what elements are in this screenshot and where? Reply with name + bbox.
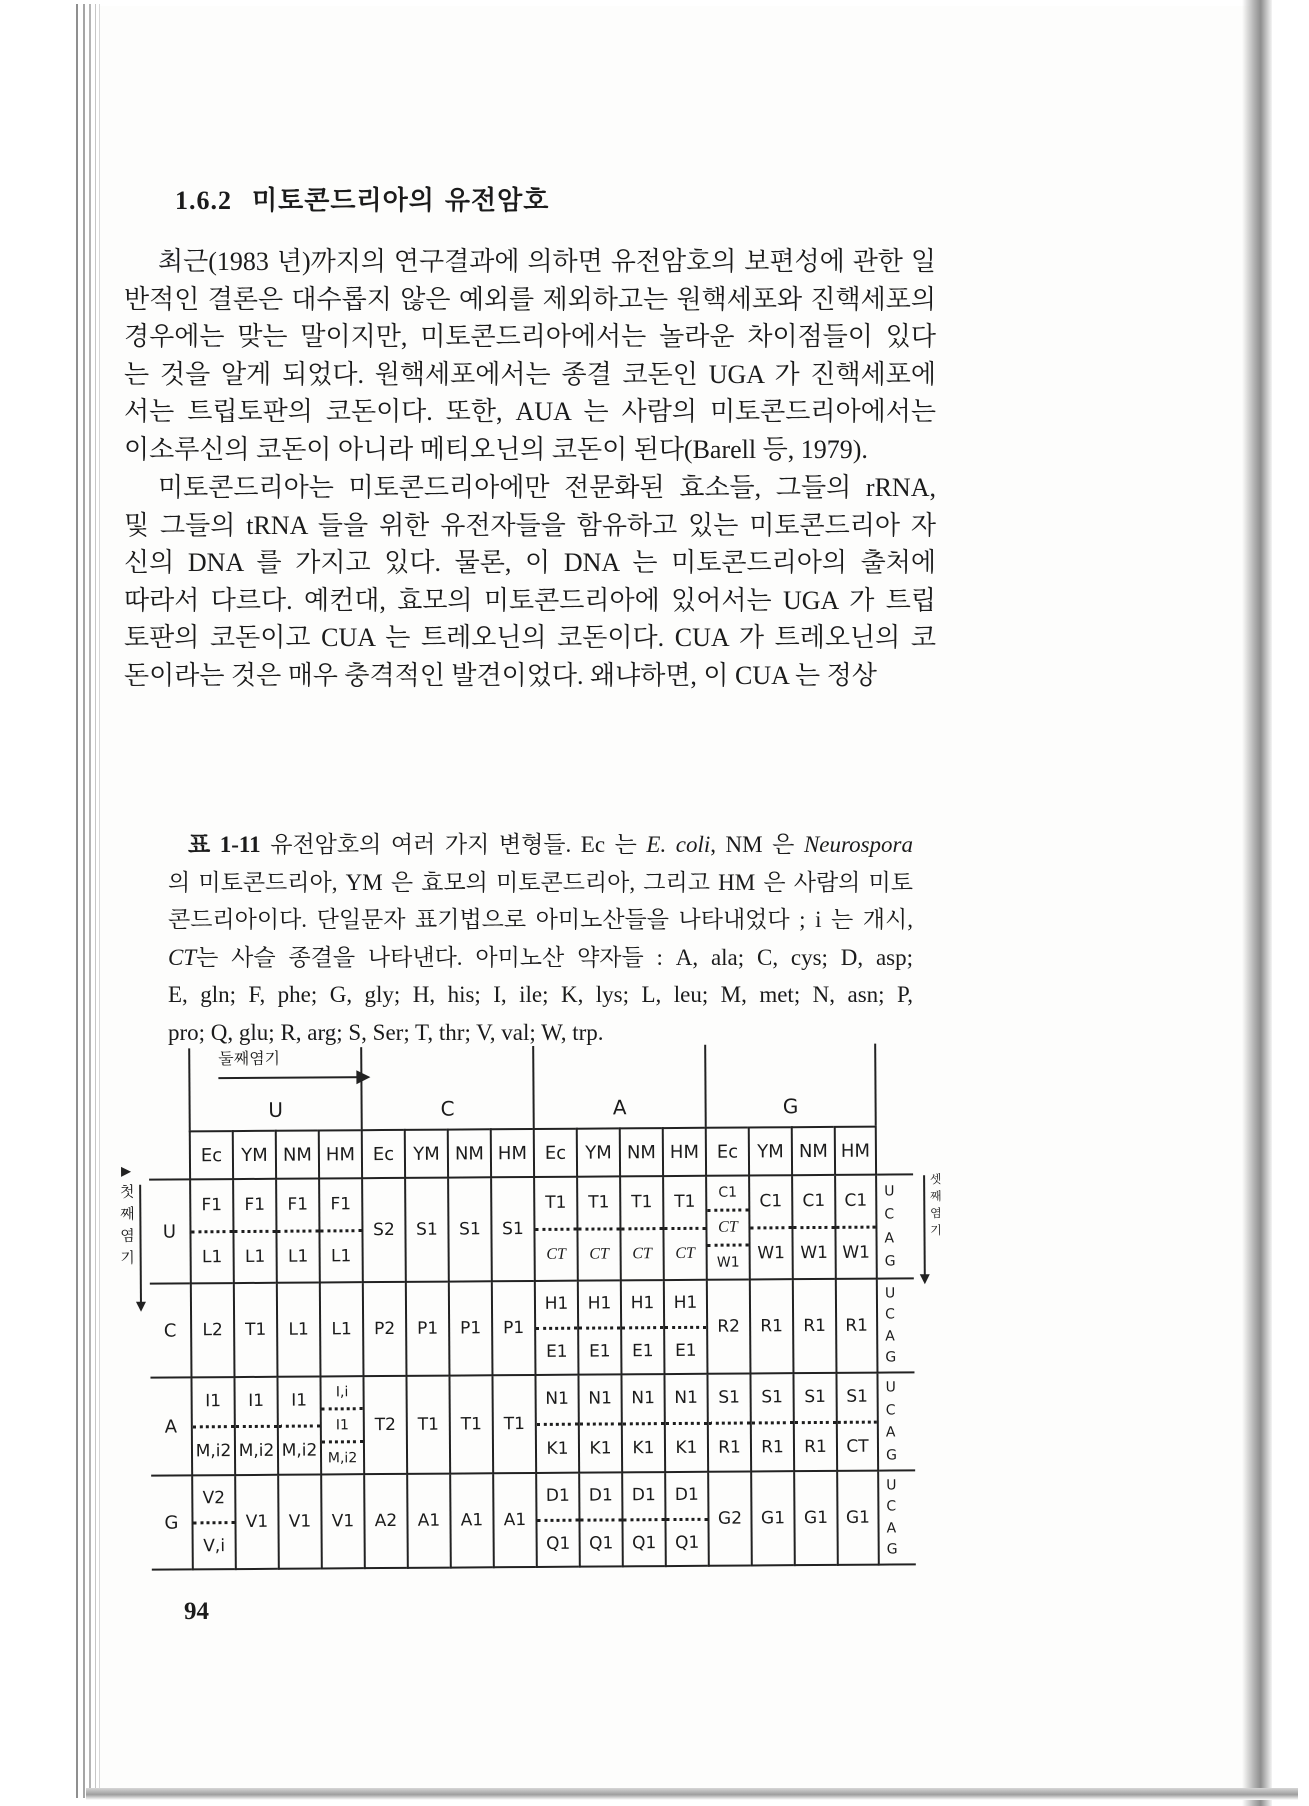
caption-line: 의 미토콘드리아, YM 은 효모의 미토콘드리아, 그리고 HM 은 사람의 미토 [168, 869, 913, 895]
codon-cell: T1 CT [533, 1178, 577, 1282]
down-arrow-icon [923, 1175, 926, 1275]
codon-cell: T1 [405, 1377, 449, 1475]
codon-cell: V2 V,i [191, 1476, 235, 1570]
third-base-cell: U C A G [878, 1279, 915, 1373]
book-page-edge [83, 4, 85, 1798]
codon-cell: N1 K1 [663, 1375, 707, 1473]
codon-cell: V1 [234, 1476, 278, 1570]
organism-header: NM [447, 1128, 490, 1178]
paragraph-line: 따라서 다르다. 예컨대, 효모의 미토콘드리아에 있어서는 UGA 가 트립 [124, 585, 936, 615]
third-base-cell: U C A G [878, 1373, 915, 1471]
codon-cell: R1 [792, 1280, 836, 1374]
table-row [150, 1279, 915, 1378]
codon-cell: N1 K1 [577, 1375, 621, 1473]
codon-cell: P1 [491, 1282, 535, 1376]
second-base-header: U [188, 1047, 361, 1130]
organism-header: YM [576, 1127, 619, 1177]
caption-line: E, gln; F, phe; G, gly; H, his; I, ile; K, lys; L, leu; M, met; N, asn; P, [168, 982, 913, 1007]
third-base-label: 셋 째 염 기 [929, 1172, 942, 1238]
table-row [149, 1175, 914, 1284]
codon-cell: L1 [276, 1283, 320, 1377]
codon-cell: H1 E1 [534, 1282, 578, 1376]
paragraph-line: 경우에는 맞는 말이지만, 미토콘드리아에서는 놀라운 차이점들이 있다 [124, 322, 936, 352]
caption-line: 표 1-11 유전암호의 여러 가지 변형들. Ec 는 E. coli, NM 은 Neurospora [188, 832, 914, 857]
organism-header: YM [404, 1129, 447, 1179]
page-bottom-shadow [86, 1788, 1298, 1800]
second-base-header: G [704, 1044, 877, 1127]
first-base-cell: C [150, 1284, 191, 1378]
organism-header: Ec [705, 1126, 748, 1176]
codon-cell: T1 CT [662, 1177, 706, 1281]
codon-cell: S1 R1 [706, 1374, 750, 1472]
book-page-edge [99, 4, 100, 1798]
third-base-axis-label [923, 1171, 943, 1275]
organism-header: HM [490, 1128, 533, 1178]
table-row [151, 1471, 916, 1570]
paragraph-line: 미토콘드리아는 미토콘드리아에만 전문화된 효소들, 그들의 rRNA, [158, 473, 936, 502]
codon-cell: T1 [233, 1284, 277, 1378]
page-right-shadow [1242, 0, 1272, 1806]
codon-cell: I1 M,i2 [190, 1378, 234, 1476]
second-base-label: 둘째염기 [218, 1048, 281, 1069]
paragraph-line: 토판의 코돈이고 CUA 는 트레오닌의 코돈이다. CUA 가 트레오닌의 코 [124, 623, 936, 653]
codon-cell: C1 W1 [834, 1176, 878, 1280]
codon-cell: P1 [448, 1282, 492, 1376]
table-row [150, 1373, 915, 1476]
codon-cell: F1 L1 [275, 1179, 319, 1283]
organism-header: HM [834, 1126, 877, 1176]
organism-header: YM [232, 1130, 275, 1180]
codon-cell: R2 [706, 1280, 750, 1374]
third-base-cell: U C A G [879, 1471, 916, 1565]
codon-cell: T2 [362, 1377, 406, 1475]
paragraph-line: 및 그들의 tRNA 들을 위한 유전자들을 함유하고 있는 미토콘드리아 자 [124, 510, 936, 540]
gutter [877, 1125, 913, 1175]
caption-line: 콘드리아이다. 단일문자 표기법으로 아미노산들을 나타내었다 ; i 는 개시, [168, 907, 913, 932]
paragraph-line: 반적인 결론은 대수롭지 않은 예외를 제외하고는 원핵세포와 진핵세포의 [124, 284, 936, 314]
right-arrow-icon [121, 1167, 131, 1177]
organism-header: Ec [189, 1130, 232, 1180]
codon-cell: R1 [749, 1280, 793, 1374]
codon-cell: A1 [492, 1474, 536, 1568]
caption-line: pro; Q, glu; R, arg; S, Ser; T, thr; V, val; W, trp. [168, 1019, 604, 1045]
codon-cell: H1 E1 [577, 1281, 621, 1375]
codon-cell: L2 [190, 1284, 234, 1378]
third-base-cell: U C A G [877, 1175, 914, 1279]
second-base-header: C [360, 1046, 533, 1129]
codon-cell: P1 [405, 1283, 449, 1377]
section-heading [175, 180, 549, 217]
codon-cell: C1 CT W1 [705, 1176, 749, 1280]
book-page-edge [95, 4, 96, 1798]
codon-cell: V1 [277, 1475, 321, 1569]
book-page-edge [89, 4, 91, 1798]
first-base-label: 첫 째 염 기 [119, 1182, 135, 1267]
codon-cell: S2 [361, 1179, 405, 1283]
book-page-edge [76, 4, 78, 1798]
codon-cell: S1 R1 [792, 1374, 836, 1472]
organism-header: NM [275, 1129, 318, 1179]
codon-cell: L1 [319, 1283, 363, 1377]
codon-cell: G1 [793, 1472, 837, 1566]
codon-cell: G1 [836, 1472, 880, 1566]
organism-header: Ec [361, 1129, 404, 1179]
organism-header: HM [318, 1129, 361, 1179]
first-base-axis-label [119, 1167, 142, 1303]
codon-cell: I1 M,i2 [233, 1378, 277, 1476]
page-number: 94 [184, 1598, 209, 1625]
codon-cell: G2 [707, 1472, 751, 1566]
codon-cell: D1 Q1 [664, 1473, 708, 1567]
gutter [149, 1130, 189, 1180]
codon-cell: C1 W1 [748, 1176, 792, 1280]
table-caption [168, 826, 913, 1051]
paragraph-2 [124, 469, 936, 695]
codon-cell: I,i I1 M,i2 [319, 1377, 363, 1475]
codon-cell: F1 L1 [189, 1180, 233, 1284]
codon-cell: S1 R1 [749, 1374, 793, 1472]
paragraph-line: 는 것을 알게 되었다. 원핵세포에서는 종결 코돈인 UGA 가 진핵세포에 [124, 359, 936, 389]
second-base-axis-label [218, 1045, 368, 1079]
caption-line: CT는 사슬 종결을 나타낸다. 아미노산 약자들 : A, ala; C, cys; D, asp; [168, 944, 913, 970]
paragraph-line: 신의 DNA 를 가지고 있다. 물론, 이 DNA 는 미토콘드리아의 출처에 [124, 548, 936, 578]
paragraph-line: 돈이라는 것은 매우 충격적인 발견이었다. 왜냐하면, 이 CUA 는 정상 [124, 660, 877, 690]
codon-cell: N1 K1 [534, 1376, 578, 1474]
codon-cell: D1 Q1 [535, 1474, 579, 1568]
codon-cell: A1 [406, 1475, 450, 1569]
section-number: 1.6.2 [175, 186, 232, 215]
codon-cell: V1 [320, 1475, 364, 1569]
codon-cell: G1 [750, 1472, 794, 1566]
codon-cell: T1 CT [576, 1177, 620, 1281]
organism-header: NM [791, 1126, 834, 1176]
codon-cell: F1 L1 [318, 1179, 362, 1283]
paragraph-line: 서는 트립토판의 코돈이다. 또한, AUA 는 사람의 미토콘드리아에서는 [124, 397, 936, 427]
table-subheader-row [149, 1125, 913, 1180]
corner-gutter [876, 1043, 913, 1125]
organism-header: HM [662, 1127, 705, 1177]
paragraph-line: 이소루신의 코돈이 아니라 메티오닌의 코돈이 된다(Barell 등, 1979). [124, 434, 868, 464]
codon-cell: T1 [491, 1376, 535, 1474]
paragraph-line: 최근(1983 년)까지의 연구결과에 의하면 유전암호의 보편성에 관한 일 [158, 247, 936, 276]
first-base-cell: G [151, 1476, 192, 1570]
codon-cell: T1 CT [619, 1177, 663, 1281]
codon-cell: N1 K1 [620, 1375, 664, 1473]
codon-grid [148, 1043, 916, 1570]
organism-header: YM [748, 1126, 791, 1176]
codon-cell: R1 [835, 1280, 879, 1374]
codon-cell: S1 CT [835, 1374, 879, 1472]
codon-cell: D1 Q1 [578, 1473, 622, 1567]
codon-cell: A1 [449, 1474, 493, 1568]
corner-gutter [148, 1048, 189, 1130]
codon-cell: S1 [490, 1178, 534, 1282]
section-title: 미토콘드리아의 유전암호 [252, 186, 550, 216]
codon-cell: H1 E1 [663, 1281, 707, 1375]
organism-header: NM [619, 1127, 662, 1177]
codon-cell: I1 M,i2 [276, 1377, 320, 1475]
second-base-header: A [532, 1045, 705, 1128]
genetic-code-table [119, 1043, 942, 1570]
codon-cell: F1 L1 [232, 1180, 276, 1284]
codon-cell: D1 Q1 [621, 1473, 665, 1567]
codon-cell: H1 E1 [620, 1281, 664, 1375]
first-base-cell: U [149, 1180, 190, 1284]
codon-cell: A2 [363, 1475, 407, 1569]
paragraph-1 [124, 243, 936, 469]
codon-cell: T1 [448, 1376, 492, 1474]
codon-cell: P2 [362, 1283, 406, 1377]
codon-cell: S1 [447, 1178, 491, 1282]
first-base-cell: A [150, 1378, 191, 1476]
codon-cell: C1 W1 [791, 1176, 835, 1280]
organism-header: Ec [533, 1128, 576, 1178]
codon-cell: S1 [404, 1179, 448, 1283]
